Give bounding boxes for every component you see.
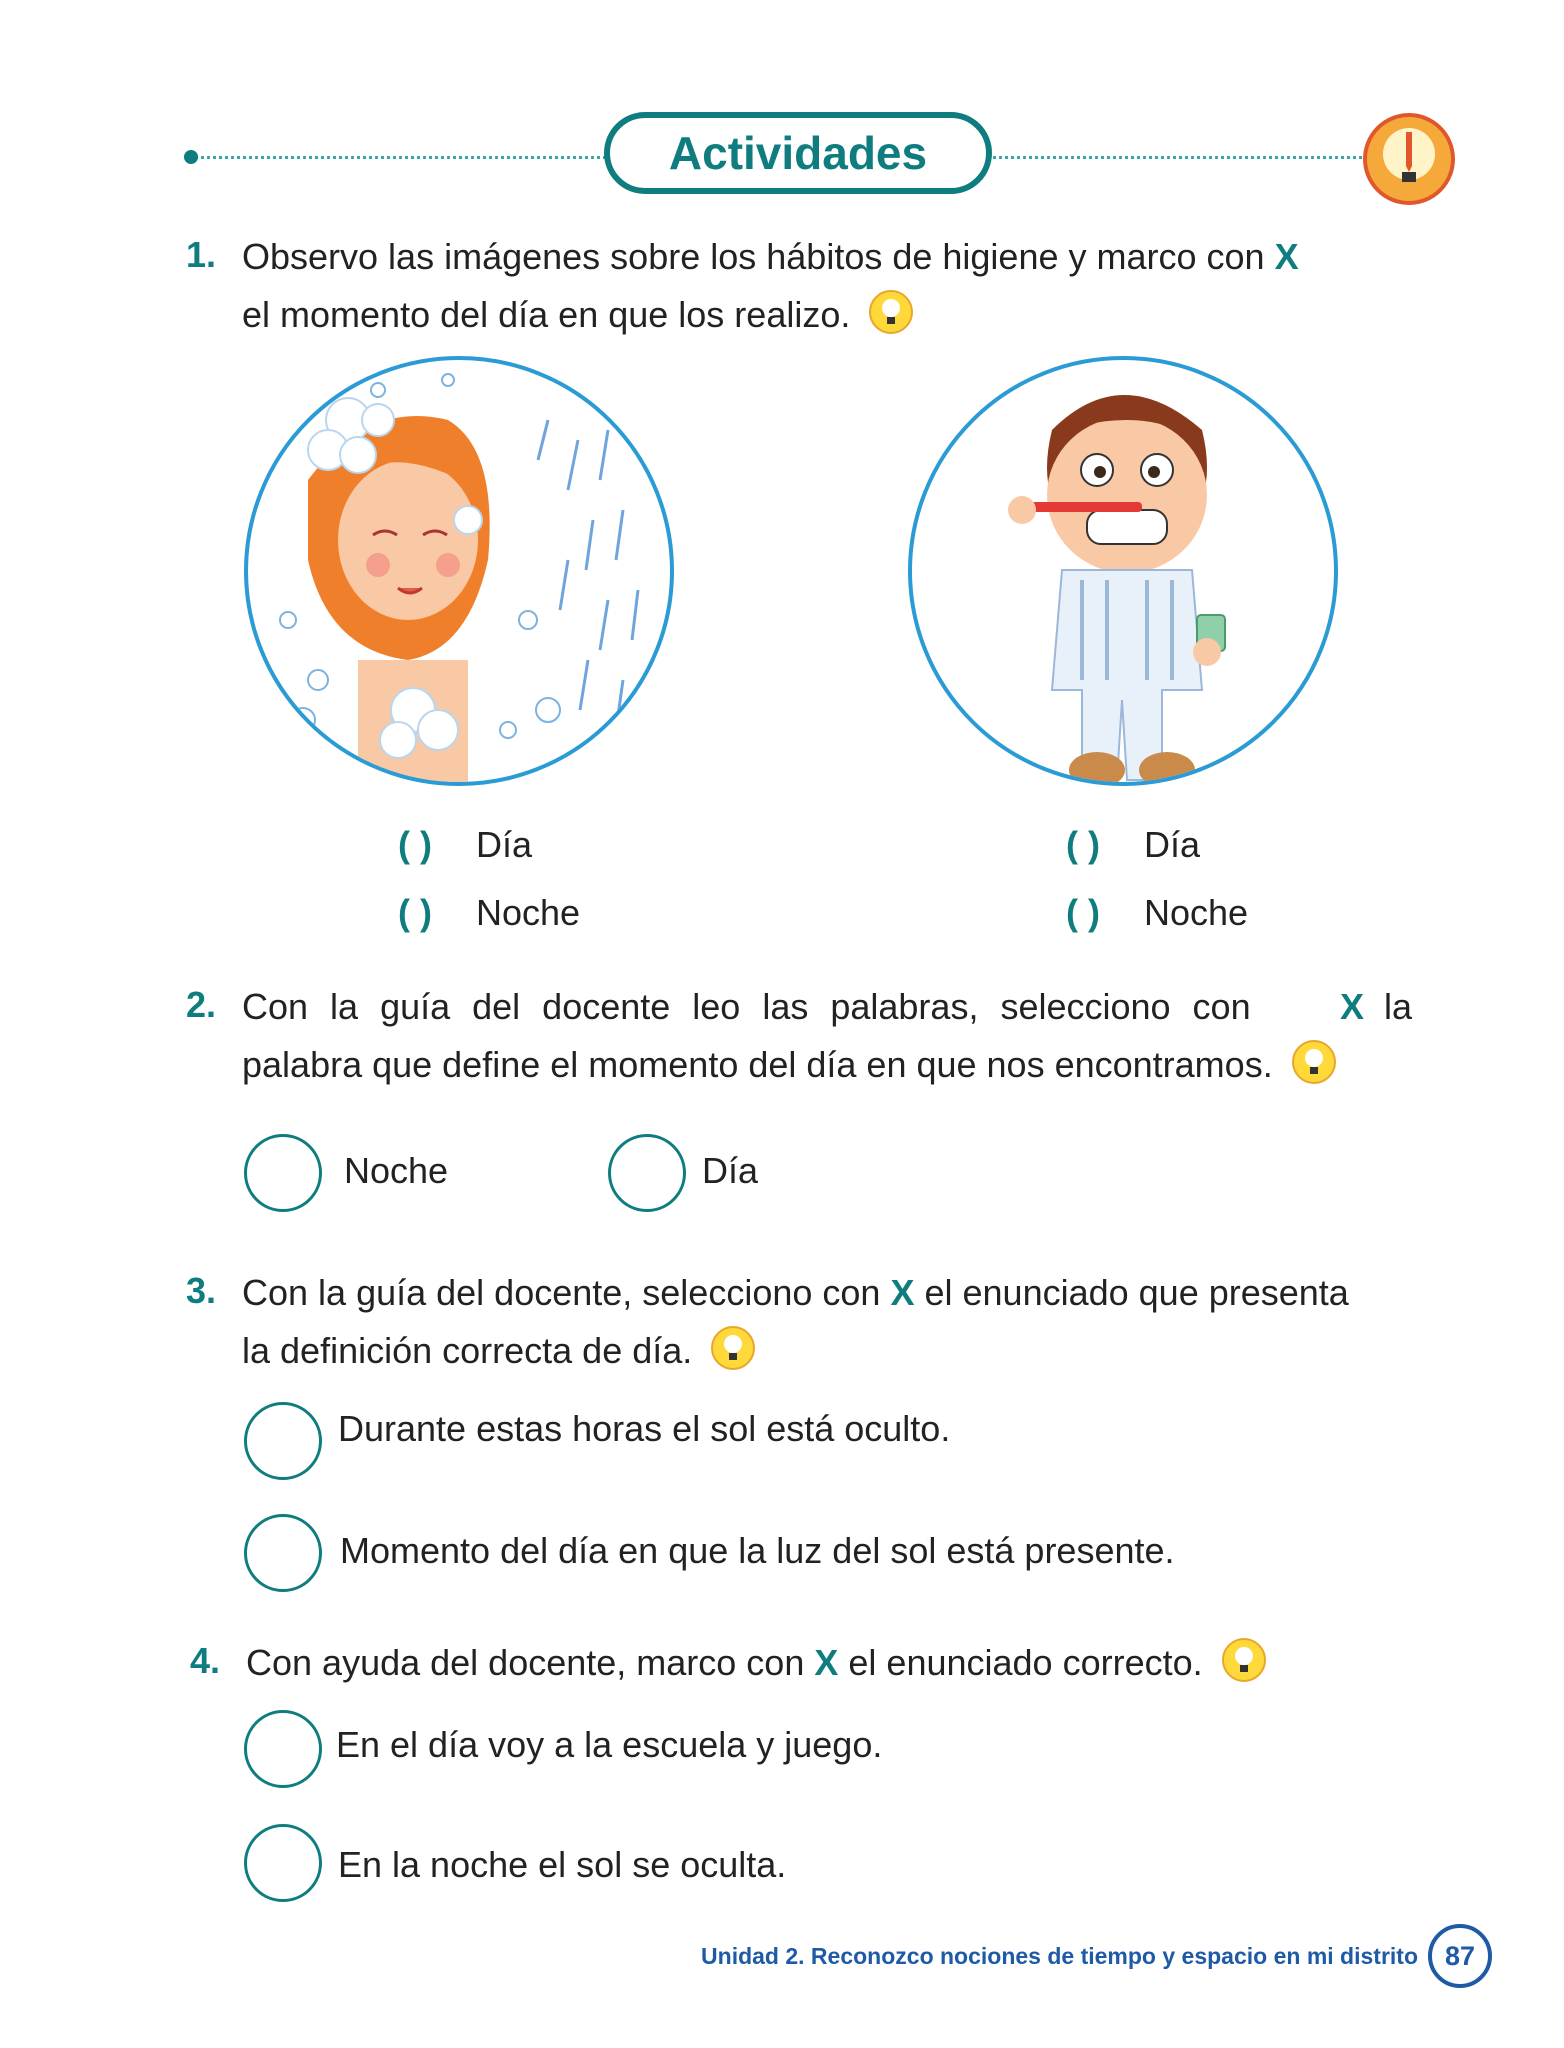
q1-number: 1.	[186, 234, 217, 275]
q3-option-2-label: Momento del día en que la luz del sol está presente.	[340, 1530, 1175, 1571]
q1-text-after: el momento del día en que los realizo.	[242, 294, 851, 335]
boy-brushing-illustration	[912, 360, 1338, 786]
q1-img2-label-noche: Noche	[1144, 892, 1249, 933]
q1-img2-paren-noche[interactable]: ( )	[1066, 892, 1100, 933]
lightbulb-icon	[1221, 1637, 1267, 1683]
q4-option-1-label: En el día voy a la escuela y juego.	[336, 1724, 883, 1765]
q4-option-1-circle[interactable]	[244, 1710, 322, 1788]
q2-option-noche-circle[interactable]	[244, 1134, 322, 1212]
q1-img1-paren-noche[interactable]: ( )	[398, 892, 432, 933]
lightbulb-icon	[710, 1325, 756, 1371]
q2-option-noche-label: Noche	[344, 1150, 449, 1191]
page-title: Actividades	[668, 127, 928, 179]
q1-img2-label-dia: Día	[1144, 824, 1201, 865]
girl-shower-image	[244, 356, 674, 786]
q2-text-mid: la	[1383, 986, 1412, 1027]
lightbulb-icon	[868, 289, 914, 335]
q2-text	[242, 978, 1412, 1094]
q4-option-2-label: En la noche el sol se oculta.	[338, 1844, 787, 1885]
q1-text	[242, 228, 1422, 344]
q1-img2-paren-dia[interactable]: ( )	[1066, 824, 1100, 865]
q1-img1-paren-dia[interactable]: ( )	[398, 824, 432, 865]
q1-img1-label-noche: Noche	[476, 892, 581, 933]
q3-option-2-circle[interactable]	[244, 1514, 322, 1592]
q3-text-mid: el enunciado que presenta	[924, 1272, 1349, 1313]
boy-brushing-image	[908, 356, 1338, 786]
lightbulb-pencil-icon	[1362, 112, 1456, 206]
q4-x-mark: X	[814, 1642, 839, 1683]
q4-text-after: el enunciado correcto.	[848, 1642, 1203, 1683]
q2-x-mark: X	[1339, 986, 1364, 1027]
page-number-badge	[1428, 1924, 1492, 1988]
q2-option-dia-label: Día	[702, 1150, 759, 1191]
q1-img1-label-dia: Día	[476, 824, 533, 865]
page-number: 87	[1444, 1941, 1476, 1971]
q3-text-after: la definición correcta de día.	[242, 1330, 693, 1371]
q2-number: 2.	[186, 984, 217, 1025]
q2-text-before: Con la guía del docente leo las palabras, selecciono con	[242, 986, 1251, 1027]
q4-text-before: Con ayuda del docente, marco con	[246, 1642, 805, 1683]
lightbulb-icon	[1291, 1039, 1337, 1085]
q3-x-mark: X	[890, 1272, 915, 1313]
q4-option-2-circle[interactable]	[244, 1824, 322, 1902]
q1-text-before: Observo las imágenes sobre los hábitos de higiene y marco con	[242, 236, 1265, 277]
q3-text-before: Con la guía del docente, selecciono con	[242, 1272, 881, 1313]
footer-unit-text: Unidad 2. Reconozco nociones de tiempo y espacio en mi distrito	[701, 1943, 1418, 1969]
q4-text	[246, 1634, 1426, 1692]
q2-text-after: palabra que define el momento del día en que nos encontramos.	[242, 1044, 1273, 1085]
q3-option-1-label: Durante estas horas el sol está oculto.	[338, 1408, 951, 1449]
q3-option-1-circle[interactable]	[244, 1402, 322, 1480]
q3-text	[242, 1264, 1422, 1380]
q1-x-mark: X	[1274, 236, 1299, 277]
q2-option-dia-circle[interactable]	[608, 1134, 686, 1212]
header-title-box	[604, 112, 992, 194]
header-dot	[184, 150, 198, 164]
q4-number: 4.	[190, 1640, 221, 1681]
girl-shower-illustration	[248, 360, 674, 786]
q3-number: 3.	[186, 1270, 217, 1311]
